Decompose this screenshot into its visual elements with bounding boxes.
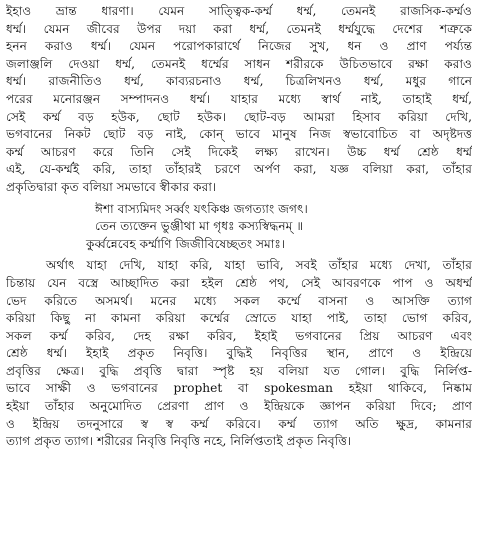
text-line: ধর্ম্ম। রাজনীতিও ধর্ম্ম, কাব্যরচনাও ধর্ম্ম, চিত্রলিখনও ধর্ম্ম, মধুর গানে bbox=[6, 74, 472, 89]
text-line: জলাঞ্জলি দেওয়া ধর্ম্ম, তেমনই ধর্ম্মের সাধন শরীরকে উচিতভাবে রক্ষা করাও bbox=[6, 56, 472, 71]
paragraph-nivritti bbox=[6, 257, 472, 451]
text-line: প্রবৃত্তির ক্ষেত্র। বুদ্ধি প্রবৃত্তি দ্বারা স্পৃষ্ট হয় বলিয়া যত গোল। বুদ্ধি নির্লিপ্ত- bbox=[6, 363, 472, 378]
text-line: শ্রেষ্ঠ ধর্ম্ম। ইহাই প্রকৃত নিবৃত্তি। বুদ্ধিই নিবৃত্তির স্থান, প্রাণে ও ইন্দ্রিয়ে bbox=[6, 346, 472, 361]
text-line: এই, যে-কর্ম্মই করি, তাহা তাঁহারই চরণে অর্পণ করা, যজ্ঞ বলিয়া করা, তাঁহার bbox=[6, 162, 472, 177]
text-line: কর্ম্ম আচরণ করে তিনি সেই দিকেই লক্ষ্য রাখেন। উচ্চ ধর্ম্ম শ্রেষ্ঠ ধর্ম্ম bbox=[6, 144, 472, 159]
sanskrit-verse bbox=[6, 201, 472, 254]
text-line: সকল কর্ম্ম করিব, দেহ রক্ষা করিব, ইহাই ভগবানের প্রিয় আচরণ এবং bbox=[6, 328, 472, 343]
text-line: ভাবে সাক্ষী ও ভগবানের prophet বা spokesman হইয়া থাকিবে, নিষ্কাম bbox=[6, 381, 472, 396]
text-line: ইহাও ভ্রান্ত ধারণা। যেমন সাত্ত্বিক-কর্ম্ম ধর্ম্ম, তেমনই রাজসিক-কর্ম্মও bbox=[6, 4, 472, 18]
verse-line: কুর্ব্বন্নেবেহ কর্ম্মাণি জিজীবিষেচ্ছতং সমাঃ। bbox=[86, 236, 286, 251]
text-line: চিন্তায় যেন বস্ত্রে আচ্ছাদিত করা হইল শ্রেষ্ঠ পথ, সেই আবরণকে পাপ ও অধর্ম্ম bbox=[6, 275, 472, 290]
text-line: হনন করাও ধর্ম্ম। যেমন পরোপকারার্থে নিজের সুখ, ধন ও প্রাণ পর্য্যন্ত bbox=[6, 39, 472, 54]
text-line: ভেদ করিতে অসমর্থ। মনের মধ্যে সকল কর্ম্মে বাসনা ও আসক্তি ত্যাগ bbox=[6, 293, 472, 308]
text-line: ত্যাগ প্রকৃত ত্যাগ। শরীরের নিবৃত্তি নিবৃত্তি নহে, নির্লিপ্ততাই প্রকৃত নিবৃত্তি। bbox=[6, 434, 352, 449]
verse-line: ঈশা বাস্যমিদং সর্ব্বং যৎকিঞ্চ জগত্যাং জগৎ। bbox=[95, 201, 308, 216]
text-line: অর্থাৎ যাহা দেখি, যাহা করি, যাহা ভাবি, সবই তাঁহার মধ্যে দেখা, তাঁহার bbox=[46, 258, 472, 273]
text-line: পরের মনোরঞ্জন সম্পাদনও ধর্ম্ম। যাহার মধ্যে স্বার্থ নাই, তাহাই ধর্ম্ম, bbox=[6, 91, 472, 106]
paragraph-dharma-definition bbox=[6, 3, 472, 197]
text-line: হইয়া তাঁহার অনুমোদিত প্রেরণা প্রাণ ও ইন্দ্রিয়কে জ্ঞাপন করিয়া দিবে; প্রাণ bbox=[6, 399, 472, 414]
text-line: ভগবানের নিকট ছোট বড় নাই, কোন্‌ ভাবে মানুষ নিজ স্বভাবোচিত বা অদৃষ্টদত্ত bbox=[6, 127, 472, 142]
text-line: করিয়া কিছু না কামনা করিয়া কর্ম্মের স্রোতে যাহা পাই, তাহা ভোগ করিব, bbox=[6, 311, 472, 326]
text-line: ও ইন্দ্রিয় তদনুসারে স্ব স্ব কর্ম্ম করিবে। কর্ম্ম ত্যাগ অতি ক্ষুদ্র, কামনার bbox=[6, 416, 472, 431]
text-line: সেই কর্ম্ম বড় হউক, ছোট হউক। ছোট-বড় আমরা হিসাব করিয়া দেখি, bbox=[6, 109, 472, 124]
verse-line: তেন ত্যক্তেন ভুঞ্জীথা মা গৃধঃ কস্যস্বিদ্ধনম্‌ ॥ bbox=[95, 219, 304, 234]
text-line: ধর্ম্ম। যেমন জীবের উপর দয়া করা ধর্ম্ম, তেমনই ধর্ম্মযুদ্ধে দেশের শত্রুকে bbox=[6, 21, 472, 36]
text-line: প্রকৃতিদ্বারা কৃত বলিয়া সমভাবে স্বীকার করা। bbox=[6, 179, 217, 194]
